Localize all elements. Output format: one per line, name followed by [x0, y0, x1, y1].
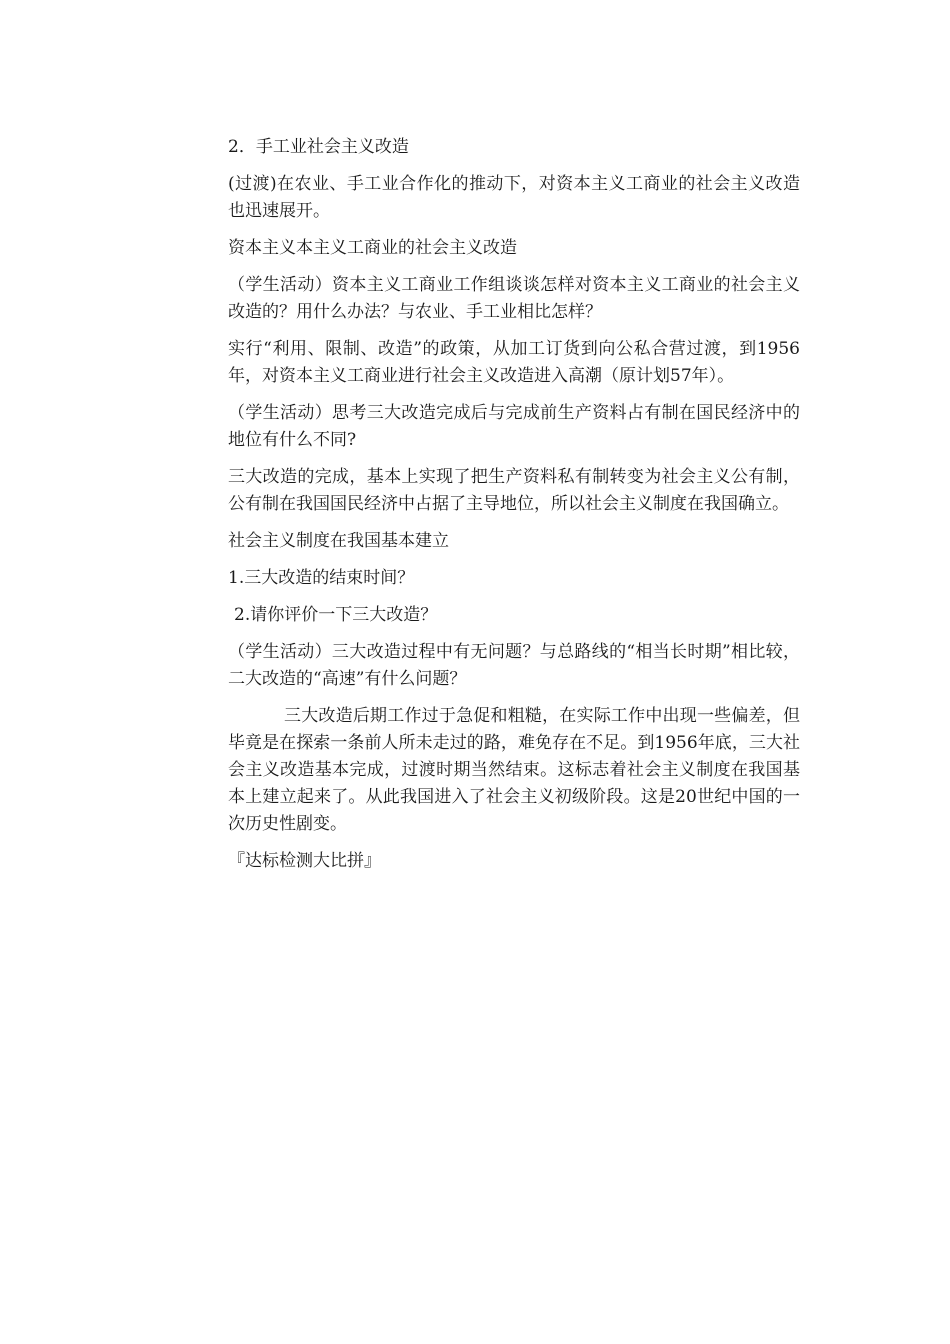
section-heading-handicraft: 2．手工业社会主义改造 — [228, 137, 409, 157]
question-item: 2.请你评价一下三大改造？ — [234, 605, 438, 625]
question-item: 1.三大改造的结束时间？ — [228, 568, 415, 588]
evaluation-paragraph: 三大改造后期工作过于急促和粗糙，在实际工作中出现一些偏差，但毕竟是在探索一条前人所未走过的路，难免存在不足。到1956年底，三大社会主义改造基本完成，过渡时期当然结束。这标志着社会主义制度在我国基本上建立起来了。从此我国进入了社会主义初级阶段。这是20世纪中国的一次历史性剧变。 — [228, 706, 800, 834]
student-activity-paragraph: （学生活动）资本主义工商业工作组谈谈怎样对资本主义工商业的社会主义改造的？用什么办法？与农业、手工业相比怎样？ — [228, 275, 800, 322]
section-heading-assessment: 『达标检测大比拼』 — [228, 851, 381, 871]
section-heading-capitalist-industry: 资本主义本主义工商业的社会主义改造 — [228, 238, 517, 258]
document-body — [228, 134, 800, 885]
student-activity-paragraph: （学生活动）三大改造过程中有无问题？与总路线的“相当长时期”相比较，二大改造的“高速”有什么问题？ — [228, 642, 800, 689]
student-activity-paragraph: （学生活动）思考三大改造完成后与完成前生产资料占有制在国民经济中的地位有什么不同? — [228, 403, 800, 450]
conclusion-paragraph: 三大改造的完成，基本上实现了把生产资料私有制转变为社会主义公有制，公有制在我国国民经济中占据了主导地位，所以社会主义制度在我国确立。 — [228, 467, 800, 514]
section-heading-socialist-system: 社会主义制度在我国基本建立 — [228, 531, 449, 551]
transition-paragraph: (过渡)在农业、手工业合作化的推动下，对资本主义工商业的社会主义改造也迅速展开。 — [228, 174, 800, 221]
policy-paragraph: 实行“利用、限制、改造”的政策，从加工订货到向公私合营过渡，到1956年，对资本主义工商业进行社会主义改造进入高潮（原计划57年）。 — [228, 339, 800, 386]
